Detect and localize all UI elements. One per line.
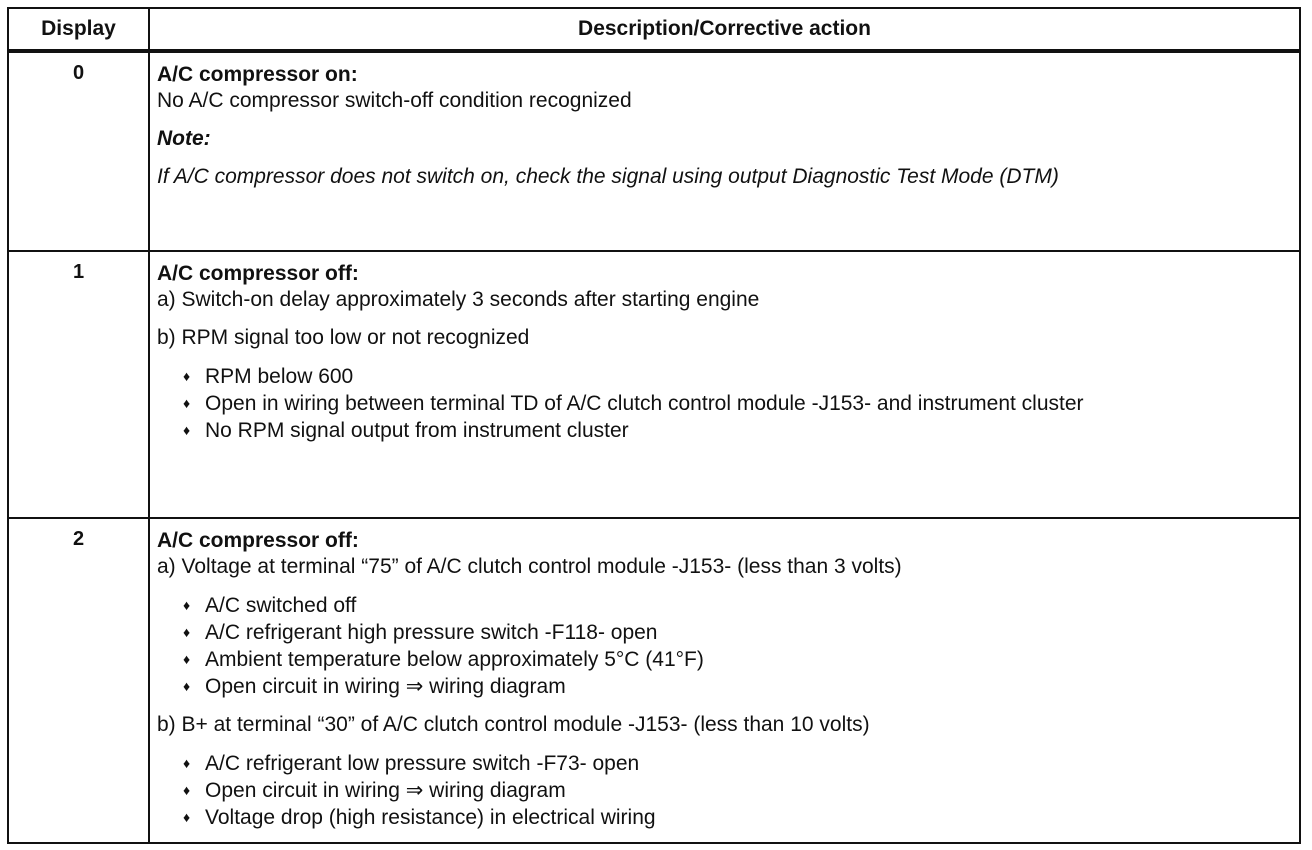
bullet-item: ♦ A/C refrigerant high pressure switch -F118- open [183,619,1299,646]
description-cell [149,251,1300,518]
bullet-list [157,750,1299,831]
bullet-item: ♦ Ambient temperature below approximately 5°C (41°F) [183,646,1299,673]
description-cell [149,518,1300,843]
bullet-item: ♦ A/C switched off [183,592,1299,619]
display-value: 0 [8,51,149,251]
table-header-row [8,8,1300,51]
bullet-item: ♦ Voltage drop (high resistance) in electrical wiring [183,804,1299,831]
row-item-b: b) B+ at terminal “30” of A/C clutch control module -J153- (less than 10 volts) [157,713,870,736]
display-value: 2 [8,518,149,843]
bullet-item: ♦ Open circuit in wiring ⇒ wiring diagram [183,673,1299,700]
header-display: Display [8,8,149,51]
description-cell [149,51,1300,251]
table-row [8,51,1300,251]
bullet-item: ♦ Open in wiring between terminal TD of A/C clutch control module -J153- and instrument cluster [183,390,1299,417]
bullet-item: ♦ RPM below 600 [183,363,1299,390]
bullet-item: ♦ Open circuit in wiring ⇒ wiring diagram [183,777,1299,804]
row-heading: A/C compressor off: [157,262,359,285]
row-heading: A/C compressor off: [157,529,359,552]
row-item-a: a) Voltage at terminal “75” of A/C clutch control module -J153- (less than 3 volts) [157,555,902,578]
bullet-list [157,363,1299,444]
table-row [8,518,1300,843]
diagnostic-table [7,7,1301,844]
row-item-a: a) Switch-on delay approximately 3 seconds after starting engine [157,288,760,311]
note-text: If A/C compressor does not switch on, check the signal using output Diagnostic Test Mode (DTM) [157,165,1059,188]
row-heading: A/C compressor on: [157,63,358,86]
table-row [8,251,1300,518]
bullet-item: ♦ No RPM signal output from instrument cluster [183,417,1299,444]
note-title: Note: [157,127,211,150]
display-value: 1 [8,251,149,518]
bullet-item: ♦ A/C refrigerant low pressure switch -F73- open [183,750,1299,777]
row-text: No A/C compressor switch-off condition recognized [157,89,632,112]
bullet-list [157,592,1299,700]
header-description: Description/Corrective action [149,8,1300,51]
row-item-b: b) RPM signal too low or not recognized [157,326,530,349]
